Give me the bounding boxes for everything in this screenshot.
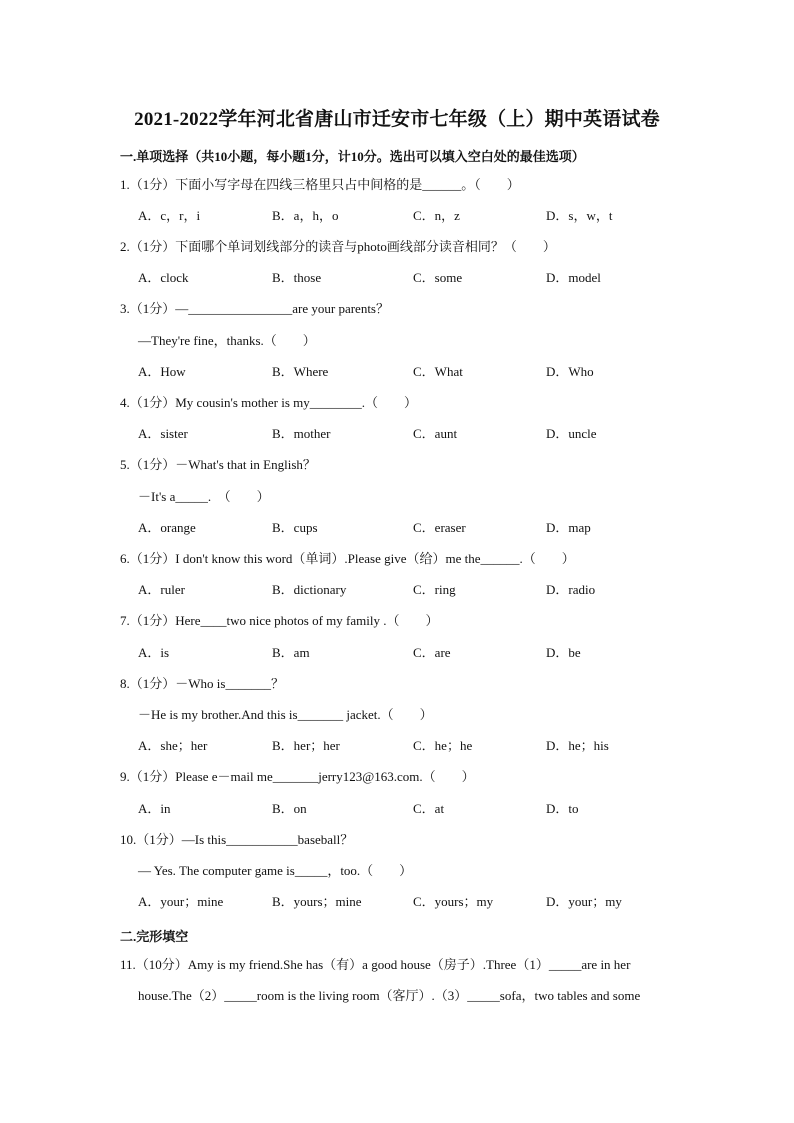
question-8-stem: 8.（1分）－Who is_______？: [120, 676, 284, 691]
question-5-response: －It's a_____. （ ）: [138, 489, 270, 504]
question-11-line-2: house.The（2）_____room is the living room（客厅）.（3）_____sofa，two tables and some: [138, 988, 641, 1003]
option-d: D．to: [546, 801, 579, 816]
question-7-stem: 7.（1分）Here____two nice photos of my family .（ ）: [120, 613, 439, 628]
option-c: C．What: [413, 364, 463, 379]
option-d: D．your；my: [546, 894, 622, 909]
option-d: D．s，w，t: [546, 208, 613, 223]
question-7-options: [138, 645, 698, 661]
option-b: B．on: [272, 801, 307, 816]
option-a: A．c，r，i: [138, 208, 201, 223]
option-b: B．those: [272, 270, 322, 285]
option-a: A．orange: [138, 520, 196, 535]
question-5-stem: 5.（1分）－What's that in English？: [120, 457, 316, 472]
question-10-stem: 10.（1分）—Is this___________baseball？: [120, 832, 354, 847]
option-d: D．uncle: [546, 426, 597, 441]
question-9-stem: 9.（1分）Please e－mail me_______jerry123@163.com.（ ）: [120, 769, 475, 784]
option-a: A．in: [138, 801, 171, 816]
option-b: B．a，h，o: [272, 208, 339, 223]
option-c: C．ring: [413, 582, 456, 597]
question-11-line-1: 11.（10分）Amy is my friend.She has（有）a good house（房子）.Three（1）_____are in her: [120, 957, 631, 972]
section-2-heading: 二.完形填空: [120, 929, 189, 944]
option-c: C．aunt: [413, 426, 458, 441]
option-c: C．eraser: [413, 520, 466, 535]
option-b: B．yours；mine: [272, 894, 362, 909]
page-title: 2021-2022学年河北省唐山市迁安市七年级（上）期中英语试卷: [134, 109, 660, 130]
option-d: D．Who: [546, 364, 594, 379]
option-a: A．ruler: [138, 582, 185, 597]
question-5-options: [138, 520, 698, 536]
question-6-options: [138, 582, 698, 598]
option-c: C．n，z: [413, 208, 460, 223]
option-a: A．clock: [138, 270, 189, 285]
option-a: A．she；her: [138, 738, 208, 753]
question-3-options: [138, 364, 698, 380]
question-2-options: [138, 270, 698, 286]
option-c: C．yours；my: [413, 894, 494, 909]
question-2-stem: 2.（1分）下面哪个单词划线部分的读音与photo画线部分读音相同？（ ）: [120, 239, 556, 254]
option-c: C．some: [413, 270, 463, 285]
question-4-stem: 4.（1分）My cousin's mother is my________.（ ）: [120, 395, 418, 410]
question-8-options: [138, 738, 698, 754]
question-10-options: [138, 894, 698, 910]
question-9-options: [138, 801, 698, 817]
option-b: B．cups: [272, 520, 318, 535]
option-d: D．he；his: [546, 738, 609, 753]
option-a: A．How: [138, 364, 186, 379]
option-b: B．mother: [272, 426, 331, 441]
option-d: D．radio: [546, 582, 596, 597]
option-a: A．your；mine: [138, 894, 224, 909]
option-b: B．dictionary: [272, 582, 347, 597]
question-1-options: [138, 208, 698, 224]
question-4-options: [138, 426, 698, 442]
option-d: D．model: [546, 270, 601, 285]
option-a: A．is: [138, 645, 170, 660]
option-d: D．be: [546, 645, 581, 660]
option-b: B．am: [272, 645, 310, 660]
question-3-stem: 3.（1分）—________________are your parents？: [120, 301, 389, 316]
option-d: D．map: [546, 520, 591, 535]
option-c: C．are: [413, 645, 451, 660]
question-6-stem: 6.（1分）I don't know this word（单词）.Please give（给）me the______.（ ）: [120, 551, 575, 566]
option-c: C．at: [413, 801, 445, 816]
option-c: C．he；he: [413, 738, 473, 753]
question-1-stem: 1.（1分）下面小写字母在四线三格里只占中间格的是______。（ ）: [120, 177, 520, 192]
section-1-heading: 一.单项选择（共10小题，每小题1分，计10分。选出可以填入空白处的最佳选项）: [120, 149, 585, 164]
option-b: B．Where: [272, 364, 329, 379]
question-10-response: — Yes. The computer game is_____，too.（ ）: [138, 863, 413, 878]
option-a: A．sister: [138, 426, 188, 441]
question-3-response: —They're fine，thanks.（ ）: [138, 333, 316, 348]
question-8-response: －He is my brother.And this is_______ jacket.（ ）: [138, 707, 433, 722]
option-b: B．her；her: [272, 738, 340, 753]
